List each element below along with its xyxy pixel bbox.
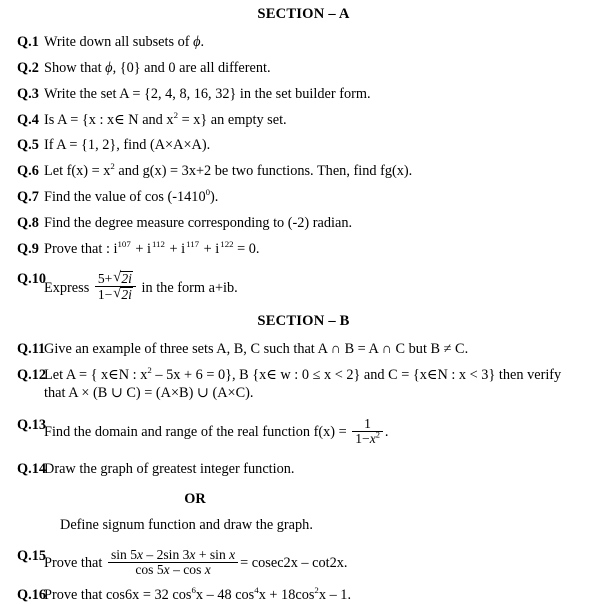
q13-prefix: Find the domain and range of the real function f(x) = <box>44 424 347 440</box>
q13-denominator <box>352 429 383 447</box>
question-row-2 <box>0 60 613 77</box>
q1-text-after: . <box>200 34 205 50</box>
q10-denominator <box>95 287 136 302</box>
q9-prefix: Prove that : i <box>44 240 118 257</box>
q4-part1: Is A = {x : x∈ N and x <box>44 111 174 128</box>
question-body-2 <box>44 60 613 77</box>
q6-part1: Let f(x) = x <box>44 163 111 180</box>
q2-text-before: Show that <box>44 59 106 76</box>
question-row-16 <box>0 584 613 604</box>
q7-degree-exponent: 0 <box>205 187 211 198</box>
q9-operator-3: + i <box>203 240 220 257</box>
q13-denominator-variable: x <box>369 431 376 447</box>
q5-text: If A = {1, 2}, find (A×A×A). <box>44 137 211 154</box>
q8-text: Find the degree measure corresponding to (-2) radian. <box>44 215 353 232</box>
question-row-9 <box>0 241 613 258</box>
question-paper-page <box>0 6 613 603</box>
q10-numerator-lead: 5+ <box>97 270 113 286</box>
q16-part1: Prove that cos6x = 32 cos <box>44 586 192 603</box>
q16-part4: x – 1. <box>318 586 352 603</box>
question-label-2: Q.2 <box>17 59 39 76</box>
q9-exponent-3: 117 <box>186 239 200 250</box>
q7-part2: ). <box>210 189 219 206</box>
q15-den-var2: x <box>204 562 211 578</box>
q15-den-var1: x <box>163 562 170 578</box>
question-label-6: Q.6 <box>17 163 39 180</box>
question-label-14: Q.14 <box>17 461 46 478</box>
question-body-10 <box>44 268 613 303</box>
question-row-5 <box>0 137 613 154</box>
question-row-6 <box>0 163 613 180</box>
q9-suffix: = 0. <box>237 240 260 257</box>
q14-text: Draw the graph of greatest integer function. <box>44 461 295 478</box>
question-body-4 <box>44 109 613 129</box>
q10-numerator-radicand: 2i <box>121 270 132 286</box>
q13-denominator-lead: 1− <box>355 431 370 447</box>
q15-num-part1: sin 5 <box>110 547 137 563</box>
q16-exponent-1: 6 <box>191 584 196 595</box>
q9-operator-2: + i <box>169 240 186 257</box>
q7-part1: Find the value of cos (-1410 <box>44 189 206 206</box>
q6-part2: and g(x) = 3x+2 be two functions. Then, find fg(x). <box>114 163 413 180</box>
question-label-11: Q.11 <box>17 341 46 358</box>
question-body-14 <box>44 461 613 478</box>
q12-exponent: 2 <box>147 365 152 376</box>
q15-suffix: = cosec2x – cot2x. <box>240 554 348 571</box>
question-row-15 <box>0 548 613 578</box>
q15-num-part3: + sin <box>195 547 230 563</box>
radical-sign-denominator: √ <box>113 285 122 301</box>
q10-fraction <box>95 268 136 303</box>
q13-numerator: 1 <box>352 417 383 432</box>
question-body-11 <box>44 341 613 358</box>
question-label-9: Q.9 <box>17 240 39 257</box>
q3-text: Write the set A = {2, 4, 8, 16, 32} in the set builder form. <box>44 85 371 102</box>
question-body-5 <box>44 137 613 154</box>
question-row-3 <box>0 86 613 103</box>
q10-suffix: in the form a+ib. <box>141 279 238 296</box>
q16-part2: x – 48 cos <box>195 586 255 603</box>
question-body-16 <box>44 584 613 604</box>
q9-exponent-4: 122 <box>220 239 234 250</box>
q1-phi-symbol: ϕ <box>193 34 201 50</box>
question-row-14 <box>0 461 613 478</box>
q12-line1-part1: Let A = { x∈N : x <box>44 367 148 384</box>
question-label-16: Q.16 <box>17 586 46 603</box>
q15-num-part2: – 2sin 3 <box>143 547 190 563</box>
q6-exponent: 2 <box>110 161 115 172</box>
question-body-3 <box>44 86 613 103</box>
q15-den-part1: cos 5 <box>135 562 164 578</box>
q15-fraction <box>108 548 238 578</box>
radical-sign-numerator: √ <box>113 268 122 285</box>
question-row-4 <box>0 109 613 129</box>
question-label-1: Q.1 <box>17 34 39 50</box>
q13-fraction <box>352 417 383 447</box>
sqrt-icon-denominator <box>113 287 133 302</box>
q15-num-var3: x <box>229 547 236 563</box>
q11-text: Give an example of three sets A, B, C such that A ∩ B = A ∩ C but B ≠ C. <box>44 341 469 358</box>
question-label-13: Q.13 <box>17 416 46 433</box>
question-body-12 <box>44 367 613 402</box>
q2-phi-symbol: ϕ <box>105 59 113 76</box>
question-label-15: Q.15 <box>17 548 46 565</box>
q9-exponent-1: 107 <box>117 239 131 250</box>
q13-denominator-exponent: 2 <box>375 429 380 440</box>
question-row-8 <box>0 215 613 232</box>
question-label-7: Q.7 <box>17 189 39 206</box>
question-body-13 <box>44 417 613 447</box>
question-body-15 <box>44 548 613 578</box>
q13-suffix: . <box>384 424 389 440</box>
q15-prefix: Prove that <box>44 554 103 571</box>
q15-den-part2: – cos <box>169 562 205 578</box>
section-a-heading: SECTION – A <box>257 6 350 22</box>
question-body-1 <box>44 34 613 51</box>
q2-text-after: , {0} and 0 are all different. <box>112 59 271 76</box>
q9-operator-1: + i <box>135 240 151 257</box>
question-label-12: Q.12 <box>17 367 46 384</box>
q10-denominator-lead: 1− <box>97 286 113 302</box>
q14-alternative-text: Define signum function and draw the graph. <box>60 517 313 534</box>
q9-exponent-2: 112 <box>151 239 165 250</box>
q16-exponent-2: 4 <box>254 584 259 595</box>
q10-prefix: Express <box>44 279 90 296</box>
q15-num-var2: x <box>189 547 196 563</box>
q16-part3: x + 18cos <box>258 586 315 603</box>
question-row-10 <box>0 268 613 303</box>
question-label-10: Q.10 <box>17 270 46 287</box>
question-row-11 <box>0 341 613 358</box>
question-label-8: Q.8 <box>17 215 39 232</box>
question-label-4: Q.4 <box>17 111 39 128</box>
q4-exponent: 2 <box>173 109 178 120</box>
q12-line2: that A × (B ∪ C) = (A×B) ∪ (A×C). <box>44 384 254 401</box>
q10-denominator-radicand: 2i <box>121 286 132 302</box>
question-row-1 <box>0 34 613 51</box>
q4-part2: = x} an empty set. <box>178 111 287 128</box>
question-row-13 <box>0 417 613 447</box>
question-row-12 <box>0 367 613 402</box>
or-divider-label: OR <box>184 491 206 508</box>
q1-text-before: Write down all subsets of <box>44 34 194 50</box>
q15-denominator <box>108 563 238 577</box>
q16-exponent-3: 2 <box>314 584 319 595</box>
question-label-3: Q.3 <box>17 85 39 102</box>
question-label-5: Q.5 <box>17 137 39 154</box>
question-body-9 <box>44 241 613 258</box>
question-body-8 <box>44 215 613 232</box>
q15-numerator <box>108 548 238 563</box>
q15-num-var1: x <box>136 547 144 563</box>
question-body-6 <box>44 163 613 180</box>
question-body-7 <box>44 189 613 206</box>
q12-line1-part2: – 5x + 6 = 0}, B {x∈ w : 0 ≤ x < 2} and C = {x∈N : x < 3} then verify <box>151 367 562 384</box>
sqrt-icon-numerator <box>113 268 133 286</box>
question-row-7 <box>0 189 613 206</box>
section-b-heading: SECTION – B <box>257 313 350 330</box>
